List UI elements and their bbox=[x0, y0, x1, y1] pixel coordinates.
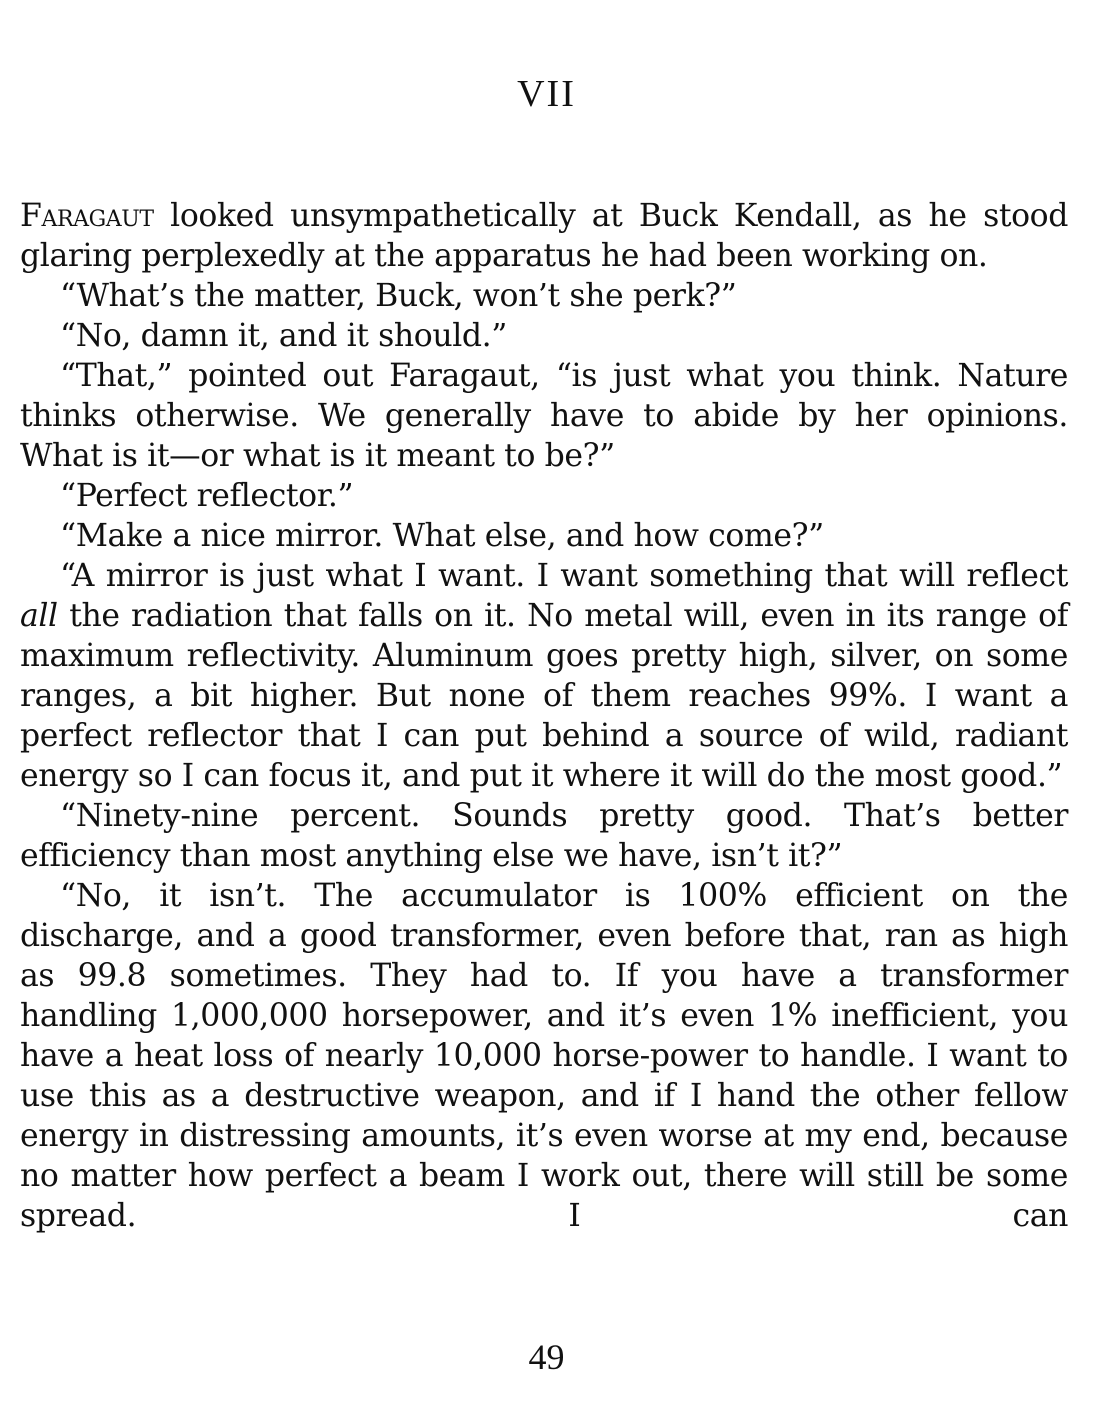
paragraph-dialogue: “What’s the matter, Buck, won’t she perk?” bbox=[60, 278, 737, 314]
opening-name: Faragaut bbox=[20, 198, 154, 234]
paragraph-accumulator: “No, it isn’t. The accumulator is 100% efficient on the discharge, and a good transformer, even before that, ran as high as 99.8 sometimes. They had to. If you have a transformer handling 1,000,000 horsepower, and it’s even 1% inefficient, you have a heat loss of nearly 10,000 horse-power to handle. I want to use this as a destructive weapon, and if I hand the other fellow energy in distressing amounts, it’s even worse at my end, because no matter how perfect a beam I work out, there will still be some spread. I can bbox=[20, 878, 1068, 1234]
mirror-after: the radiation that falls on it. No metal will, even in its range of maximum reflectivity. Aluminum goes pretty high, silver, on some ranges, a bit higher. But none of them reaches 99%. I want a perfect reflector that I can put behind a source of wild, radiant energy so I can focus it, and put it where it will do the most good.” bbox=[20, 598, 1068, 794]
chapter-heading: VII bbox=[517, 73, 576, 115]
page-number: 49 bbox=[528, 1337, 565, 1377]
opening-rest: looked unsympathetically at Buck Kendall, as he stood glaring perplexedly at the apparatus he had been working on. bbox=[20, 198, 1068, 274]
paragraph-dialogue: “Perfect reflector.” bbox=[60, 478, 354, 514]
emphasis-all: all bbox=[20, 598, 58, 634]
paragraph-opening bbox=[20, 196, 1068, 276]
mirror-before: “A mirror is just what I want. I want something that will reflect bbox=[60, 558, 1068, 594]
paragraph-mirror bbox=[20, 556, 1068, 796]
body-text bbox=[20, 196, 1068, 1236]
paragraph-dialogue: “Make a nice mirror. What else, and how come?” bbox=[60, 518, 824, 554]
paragraph-ninety-nine: “Ninety-nine percent. Sounds pretty good. That’s better efficiency than most anything else we have, isn’t it?” bbox=[20, 798, 1068, 874]
paragraph-dialogue: “That,” pointed out Faragaut, “is just what you think. Nature thinks otherwise. We generally have to abide by her opinions. What is it—or what is it meant to be?” bbox=[20, 358, 1068, 474]
paragraph-dialogue: “No, damn it, and it should.” bbox=[60, 318, 507, 354]
